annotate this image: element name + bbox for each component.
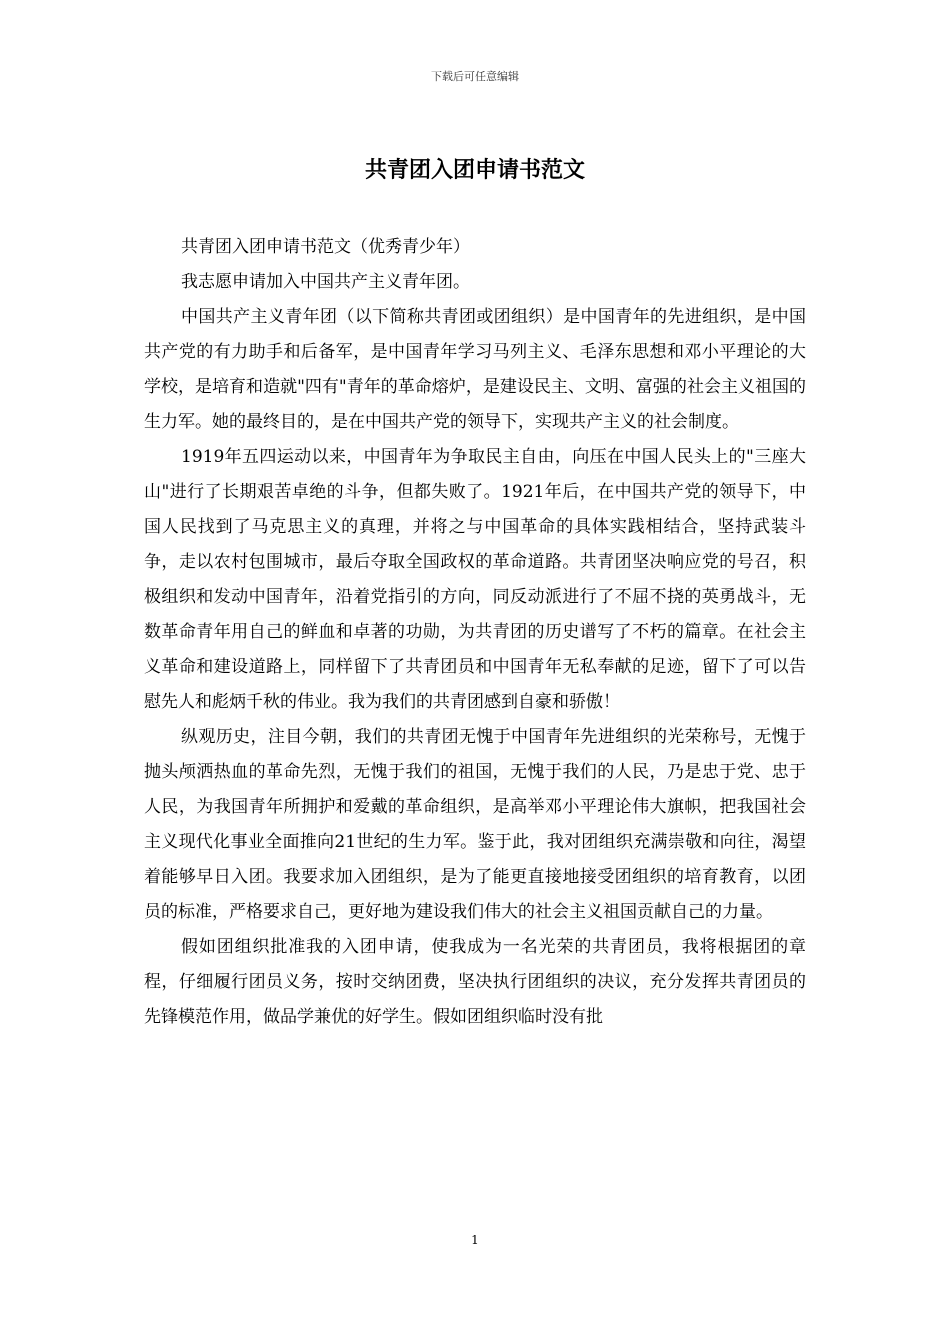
page-number: 1 [471,1233,479,1247]
document-body [144,230,806,1035]
document-title: 共青团入团申请书范文 [364,158,585,183]
paragraph-motivation: 纵观历史，注目今朝，我们的共青团无愧于中国青年先进组织的光荣称号，无愧于抛头颅洒热血的革命先烈，无愧于我们的祖国，无愧于我们的人民，乃是忠于党、忠于人民，为我国青年所拥护和爱戴的革命组织，是高举邓小平理论伟大旗帜，把我国社会主义现代化事业全面推向21世纪的生力军。鉴于此，我对团组织充满崇敬和向往，渴望着能够早日入团。我要求加入团组织，是为了能更直接地接受团组织的培育教育，以团员的标准，严格要求自己，更好地为建设我们伟大的社会主义祖国贡献自己的力量。 [144,727,806,922]
paragraph-commitment: 假如团组织批准我的入团申请，使我成为一名光荣的共青团员，我将根据团的章程，仔细履行团员义务，按时交纳团费，坚决执行团组织的决议，充分发挥共青团员的先锋模范作用，做品学兼优的好学生。假如团组织临时没有批 [144,937,806,1027]
page-header-note: 下载后可任意编辑 [431,70,519,83]
paragraph-application-statement: 我志愿申请加入中国共产主义青年团。 [181,272,470,292]
paragraph-history: 1919年五四运动以来，中国青年为争取民主自由，向压在中国人民头上的"三座大山"进行了长期艰苦卓绝的斗争，但都失败了。1921年后，在中国共产党的领导下，中国人民找到了马克思主义的真理，并将之与中国革命的具体实践相结合，坚持武装斗争，走以农村包围城市，最后夺取全国政权的革命道路。共青团坚决响应党的号召，积极组织和发动中国青年，沿着党指引的方向，同反动派进行了不屈不挠的英勇战斗，无数革命青年用自己的鲜血和卓著的功勋，为共青团的历史谱写了不朽的篇章。在社会主义革命和建设道路上，同样留下了共青团员和中国青年无私奉献的足迹，留下了可以告慰先人和彪炳千秋的伟业。我为我们的共青团感到自豪和骄傲！ [144,447,806,712]
paragraph-subtitle: 共青团入团申请书范文（优秀青少年） [181,237,470,257]
paragraph-league-introduction: 中国共产主义青年团（以下简称共青团或团组织）是中国青年的先进组织，是中国共产党的有力助手和后备军，是中国青年学习马列主义、毛泽东思想和邓小平理论的大学校，是培育和造就"四有"青年的革命熔炉，是建设民主、文明、富强的社会主义祖国的生力军。她的最终目的，是在中国共产党的领导下，实现共产主义的社会制度。 [144,307,806,432]
